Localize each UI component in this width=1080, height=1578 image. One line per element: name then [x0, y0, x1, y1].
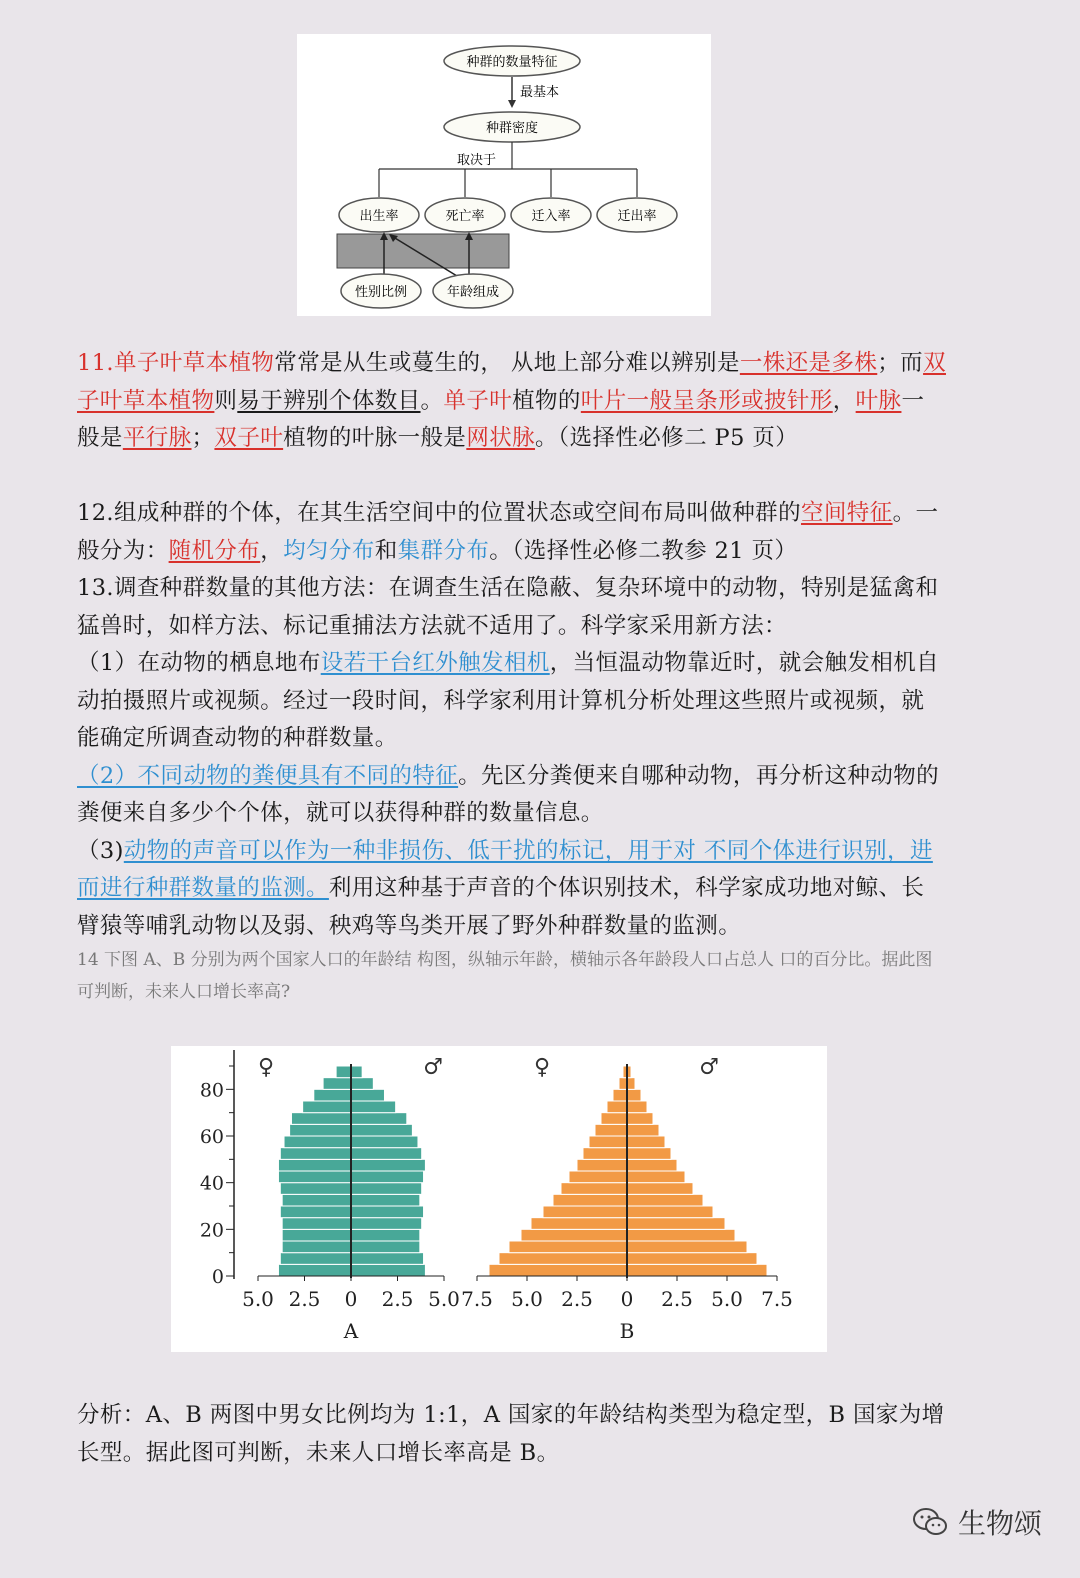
bar-a-female-65 — [291, 1113, 351, 1125]
bar-a-female-25 — [280, 1206, 351, 1218]
x-tick-label-b-3: 0 — [620, 1287, 634, 1311]
bar-a-female-75 — [314, 1089, 351, 1101]
bar-b-male-60 — [627, 1124, 659, 1136]
male-symbol-a: ♂ — [423, 1055, 443, 1080]
watermark — [912, 1502, 1042, 1542]
bar-a-female-30 — [282, 1194, 351, 1206]
bar-b-female-40 — [569, 1171, 627, 1183]
bar-a-male-50 — [351, 1148, 422, 1160]
pyramids-svg — [171, 1046, 827, 1352]
node-sex-ratio — [341, 274, 421, 308]
arrow-label: 最基本 — [520, 85, 560, 100]
question-14: 14 下图 A、B 分别为两个国家人口的年龄结 构图，纵轴示年龄，横轴示各年龄段人口占总人 口的百分比。据此图可判断，未来人口增长率高? — [77, 950, 933, 1002]
bar-a-female-60 — [290, 1124, 351, 1136]
bar-a-male-80 — [351, 1078, 373, 1090]
bar-b-female-5 — [499, 1253, 627, 1265]
bar-b-female-25 — [543, 1206, 627, 1218]
bar-b-male-40 — [627, 1171, 685, 1183]
pyramid-b — [461, 1055, 793, 1343]
svg-text:年龄组成: 年龄组成 — [446, 285, 500, 300]
bar-b-female-50 — [583, 1148, 627, 1160]
bar-a-male-75 — [351, 1089, 384, 1101]
bar-a-female-80 — [323, 1078, 351, 1090]
bar-b-male-15 — [627, 1229, 735, 1241]
bar-a-female-85 — [336, 1066, 351, 1078]
bar-a-male-30 — [351, 1194, 420, 1206]
x-tick-label-a-0: 5.0 — [242, 1287, 274, 1311]
bar-b-male-55 — [627, 1136, 665, 1148]
bar-a-male-10 — [351, 1241, 420, 1253]
svg-text:性别比例: 性别比例 — [354, 285, 408, 300]
bar-a-male-25 — [351, 1206, 424, 1218]
bar-a-female-20 — [282, 1218, 351, 1230]
bar-b-female-30 — [553, 1194, 627, 1206]
bar-b-female-65 — [601, 1113, 627, 1125]
bar-b-male-5 — [627, 1253, 757, 1265]
x-tick-label-a-3: 2.5 — [381, 1287, 414, 1311]
bar-b-male-0 — [627, 1264, 767, 1276]
x-tick-label-b-4: 2.5 — [661, 1287, 693, 1311]
x-tick-label-b-2: 2.5 — [561, 1287, 593, 1311]
svg-text:种群的数量特征: 种群的数量特征 — [466, 55, 558, 70]
bar-a-female-5 — [280, 1253, 351, 1265]
analysis-text: 分析：A、B 两图中男女比例均为 1:1，A 国家的年龄结构类型为稳定型，B 国家为增长型。据此图可判断，未来人口增长率高是 B。 — [77, 1402, 945, 1466]
bar-b-female-15 — [521, 1229, 627, 1241]
bar-b-male-25 — [627, 1206, 713, 1218]
node-emigration-rate — [597, 198, 677, 232]
bar-b-female-45 — [577, 1159, 627, 1171]
x-tick-label-b-0: 7.5 — [461, 1287, 493, 1311]
bar-a-male-70 — [351, 1101, 396, 1113]
bar-a-male-20 — [351, 1218, 422, 1230]
bar-a-female-0 — [278, 1264, 351, 1276]
pyramid-a — [200, 1050, 460, 1343]
chart-name-a: A — [343, 1319, 359, 1343]
bar-b-female-0 — [489, 1264, 627, 1276]
bar-a-female-35 — [280, 1183, 351, 1195]
bar-a-male-5 — [351, 1253, 424, 1265]
bar-b-male-30 — [627, 1194, 703, 1206]
node-density — [444, 112, 580, 142]
bar-a-female-45 — [278, 1159, 351, 1171]
wechat-icon — [912, 1506, 948, 1538]
y-tick-label-80: 80 — [199, 1079, 224, 1102]
male-symbol-b: ♂ — [699, 1055, 719, 1080]
age-pyramid-charts — [171, 1046, 827, 1352]
bar-a-male-65 — [351, 1113, 407, 1125]
bar-b-male-80 — [627, 1078, 635, 1090]
item-13-method-2: （2）不同动物的粪便具有不同的特征。先区分粪便来自哪种动物，再分析这种动物的 粪便来自多少个个体，就可以获得种群的数量信息。 — [77, 762, 940, 826]
female-symbol-b: ♀ — [533, 1055, 551, 1080]
population-concept-diagram — [297, 34, 711, 316]
bar-b-female-60 — [595, 1124, 627, 1136]
bar-b-female-80 — [619, 1078, 627, 1090]
bar-b-male-75 — [627, 1089, 641, 1101]
bar-a-female-40 — [278, 1171, 351, 1183]
bar-a-male-35 — [351, 1183, 422, 1195]
bar-a-male-45 — [351, 1159, 425, 1171]
bar-b-female-75 — [613, 1089, 627, 1101]
female-symbol-a: ♀ — [257, 1055, 275, 1080]
svg-text:迁出率: 迁出率 — [617, 209, 657, 224]
node-root — [444, 46, 580, 76]
x-tick-label-a-1: 2.5 — [288, 1287, 321, 1311]
bar-b-male-45 — [627, 1159, 677, 1171]
node-death-rate — [425, 198, 505, 232]
bar-b-male-70 — [627, 1101, 647, 1113]
bar-b-male-35 — [627, 1183, 693, 1195]
item-11: 11.单子叶草本植物常常是从生或蔓生的， 从地上部分难以辨别是一株还是多株；而双子叶草本植物则易于辨别个体数目。单子叶植物的叶片一般呈条形或披针形，叶脉一般是平行脉；双子叶植物的叶脉一般是网状脉。（选择性必修二 P5 页） — [77, 350, 946, 451]
svg-text:种群密度: 种群密度 — [485, 121, 539, 136]
bar-b-female-70 — [607, 1101, 627, 1113]
bar-b-male-20 — [627, 1218, 725, 1230]
svg-text:出生率: 出生率 — [359, 209, 399, 224]
bar-b-female-20 — [531, 1218, 627, 1230]
bar-b-female-35 — [561, 1183, 627, 1195]
bar-a-female-55 — [284, 1136, 351, 1148]
svg-text:死亡率: 死亡率 — [445, 209, 485, 224]
bar-a-male-0 — [351, 1264, 425, 1276]
item-13-intro: 13.调查种群数量的其他方法：在调查生活在隐蔽、复杂环境中的动物，特别是猛禽和猛兽时，如样方法、标记重捕法方法就不适用了。科学家采用新方法： — [77, 575, 939, 639]
bar-b-male-50 — [627, 1148, 671, 1160]
chart-name-b: B — [619, 1319, 635, 1343]
bar-a-female-10 — [282, 1241, 351, 1253]
bar-a-female-15 — [282, 1229, 351, 1241]
item-12: 12.组成种群的个体，在其生活空间中的位置状态或空间布局叫做种群的空间特征。一般分为：随机分布，均匀分布和集群分布。（选择性必修二教参 21 页） — [77, 500, 939, 564]
node-age-structure — [433, 274, 513, 308]
depends-label: 取决于 — [457, 153, 497, 168]
bar-a-male-85 — [351, 1066, 362, 1078]
y-tick-label-0: 0 — [211, 1266, 224, 1288]
bar-a-male-55 — [351, 1136, 418, 1148]
y-tick-label-60: 60 — [199, 1126, 224, 1148]
node-birth-rate — [339, 198, 419, 232]
bar-b-male-65 — [627, 1113, 653, 1125]
watermark-text: 生物颂 — [958, 1507, 1043, 1540]
node-immigration-rate — [511, 198, 591, 232]
x-tick-label-a-4: 5.0 — [428, 1287, 460, 1311]
x-tick-label-b-1: 5.0 — [511, 1287, 543, 1311]
bar-b-male-10 — [627, 1241, 747, 1253]
bar-b-female-10 — [509, 1241, 627, 1253]
bar-a-female-70 — [303, 1101, 351, 1113]
y-tick-label-40: 40 — [199, 1172, 224, 1195]
bar-b-female-55 — [589, 1136, 627, 1148]
svg-text:迁入率: 迁入率 — [531, 209, 571, 224]
y-tick-label-20: 20 — [199, 1219, 224, 1242]
bar-a-male-40 — [351, 1171, 424, 1183]
bar-a-male-15 — [351, 1229, 420, 1241]
item-13-method-3: （3)动物的声音可以作为一种非损伤、低干扰的标记，用于对 不同个体进行识别，进而进行种群数量的监测。利用这种基于声音的个体识别技术，科学家成功地对鲸、长臂猿等哺乳动物以及弱、秧鸡等鸟类开展了野外种群数量的监测。 — [77, 837, 933, 939]
item-13-method-1: （1）在动物的栖息地布设若干台红外触发相机，当恒温动物靠近时，就会触发相机自动拍摄照片或视频。经过一段时间，科学家利用计算机分析处理这些照片或视频，就能确定所调查动物的种群数量。 — [77, 650, 940, 751]
x-tick-label-a-2: 0 — [344, 1287, 358, 1311]
item-13 — [77, 570, 947, 945]
x-tick-label-b-6: 7.5 — [761, 1287, 793, 1311]
bar-a-female-50 — [280, 1148, 351, 1160]
x-tick-label-b-5: 5.0 — [711, 1287, 743, 1311]
bar-a-male-60 — [351, 1124, 412, 1136]
